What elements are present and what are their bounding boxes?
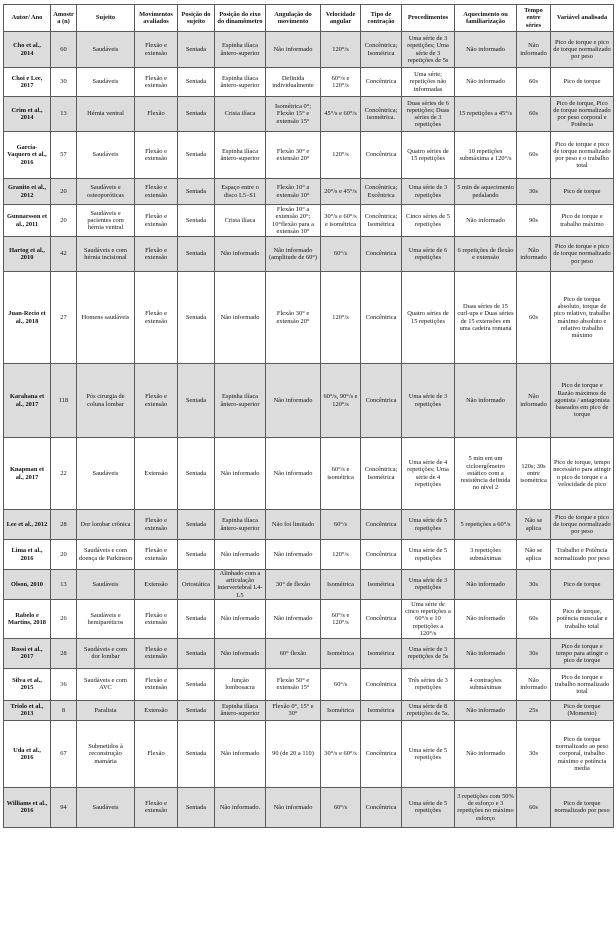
cell-analyzed-variable: Pico de torque e pico de torque normalizado por peso xyxy=(551,237,614,272)
cell-movement-angle: 90 (de 20 a 110) xyxy=(266,720,321,787)
cell-subject-position: Sentada xyxy=(178,787,215,827)
header-subject: Sujeito xyxy=(77,5,135,32)
cell-contraction-type: Concêntrica xyxy=(361,668,402,700)
cell-analyzed-variable: Pico de torque normalizado ao peso corporal, trabalho máximo e potência média xyxy=(551,720,614,787)
cell-analyzed-variable: Pico de torque normalizado por peso xyxy=(551,787,614,827)
cell-author-year: Juan-Recio et al., 2018 xyxy=(4,272,51,364)
cell-author-year: Crim et al., 2014 xyxy=(4,97,51,132)
cell-subject-position: Sentada xyxy=(178,205,215,237)
cell-analyzed-variable: Pico de torque e trabalho normalizado total xyxy=(551,668,614,700)
table-row xyxy=(4,599,614,638)
cell-dynamometer-axis: Não informado. xyxy=(215,787,266,827)
table-row xyxy=(4,132,614,179)
cell-analyzed-variable: Pico de torque, potência muscular e trabalho total xyxy=(551,599,614,638)
cell-dynamometer-axis: Espaço entre o disco L5–S1 xyxy=(215,179,266,205)
cell-contraction-type: Concêntrica xyxy=(361,272,402,364)
cell-warmup: 3 repetições com 50% de esforço e 3 repetições no máximo esforço xyxy=(455,787,517,827)
cell-subject-position: Sentada xyxy=(178,438,215,510)
cell-sample-size: 26 xyxy=(51,599,77,638)
cell-sample-size: 20 xyxy=(51,179,77,205)
cell-sample-size: 36 xyxy=(51,668,77,700)
cell-procedures: Uma série de 6 repetições xyxy=(402,237,455,272)
cell-movements: Flexão e extensão xyxy=(135,599,178,638)
cell-warmup: Não informado xyxy=(455,570,517,600)
cell-movement-angle: Flexão 50° e extensão 15° xyxy=(266,668,321,700)
cell-subject-position: Sentada xyxy=(178,540,215,570)
cell-author-year: Granito et al., 2012 xyxy=(4,179,51,205)
cell-subject: Pós cirurgia de coluna lombar xyxy=(77,364,135,438)
cell-angular-velocity: Isométrica xyxy=(321,700,361,720)
cell-subject: Saudáveis xyxy=(77,68,135,97)
cell-rest-time: 60s xyxy=(517,787,551,827)
cell-procedures: Uma série de 8 repetições de 5s. xyxy=(402,700,455,720)
cell-rest-time: Não informado xyxy=(517,364,551,438)
cell-movements: Flexão e extensão xyxy=(135,510,178,540)
cell-author-year: Lee et al., 2012 xyxy=(4,510,51,540)
cell-sample-size: 13 xyxy=(51,570,77,600)
cell-rest-time: 60s xyxy=(517,132,551,179)
cell-sample-size: 57 xyxy=(51,132,77,179)
cell-movements: Flexão xyxy=(135,97,178,132)
cell-subject-position: Ortostática xyxy=(178,570,215,600)
cell-movements: Flexão e extensão xyxy=(135,668,178,700)
cell-dynamometer-axis: Não informado xyxy=(215,272,266,364)
cell-procedures: Uma série de 3 repetições xyxy=(402,570,455,600)
cell-movement-angle: Não informado xyxy=(266,599,321,638)
cell-author-year: Hartog et al., 2010 xyxy=(4,237,51,272)
cell-movements: Flexão e extensão xyxy=(135,540,178,570)
table-row xyxy=(4,700,614,720)
cell-analyzed-variable: Pico de torque, tempo necessário para atingir o pico de torque e a velocidade de pico xyxy=(551,438,614,510)
header-warmup: Aquecimento ou familiarização xyxy=(455,5,517,32)
header-movement-angle: Angulação do movimento xyxy=(266,5,321,32)
cell-warmup: 5 min em um cicloergômetro estático com a resistência definida no nível 2 xyxy=(455,438,517,510)
cell-movements: Flexão e extensão xyxy=(135,68,178,97)
cell-subject: Saudáveis e com hérnia incisional xyxy=(77,237,135,272)
cell-analyzed-variable: Pico de torque e trabalho máximo xyxy=(551,205,614,237)
table-row xyxy=(4,97,614,132)
cell-dynamometer-axis: Não informado xyxy=(215,720,266,787)
cell-sample-size: 20 xyxy=(51,540,77,570)
cell-author-year: Rossi et al., 2017 xyxy=(4,638,51,668)
cell-sample-size: 13 xyxy=(51,97,77,132)
header-subject-position: Posição do sujeito xyxy=(178,5,215,32)
cell-rest-time: 25s xyxy=(517,700,551,720)
cell-dynamometer-axis: Não informado xyxy=(215,438,266,510)
cell-dynamometer-axis: Espinha ilíaca ântero-superior xyxy=(215,700,266,720)
cell-analyzed-variable: Pico de torque xyxy=(551,570,614,600)
cell-contraction-type: Concêntrica xyxy=(361,68,402,97)
cell-procedures: Uma série de 3 repetições xyxy=(402,179,455,205)
cell-subject-position: Sentada xyxy=(178,32,215,68)
cell-contraction-type: Isométrica xyxy=(361,570,402,600)
cell-sample-size: 28 xyxy=(51,638,77,668)
cell-subject-position: Sentada xyxy=(178,364,215,438)
cell-subject-position: Sentada xyxy=(178,97,215,132)
cell-movements: Flexão e extensão xyxy=(135,638,178,668)
cell-procedures: Uma série; repetições não informadas xyxy=(402,68,455,97)
cell-author-year: Choi e Lee, 2017 xyxy=(4,68,51,97)
cell-author-year: Rabelo e Martins, 2018 xyxy=(4,599,51,638)
cell-angular-velocity: 60°/s xyxy=(321,237,361,272)
cell-author-year: Gunnarsson et al., 2011 xyxy=(4,205,51,237)
cell-dynamometer-axis: Espinha ilíaca ântero-superior xyxy=(215,132,266,179)
cell-procedures: Quatro séries de 15 repetições xyxy=(402,132,455,179)
cell-contraction-type: Isométrica xyxy=(361,638,402,668)
cell-movement-angle: Flexão 30° e extensão 20° xyxy=(266,132,321,179)
cell-subject-position: Sentada xyxy=(178,179,215,205)
cell-analyzed-variable: Pico de torque e pico de torque normalizado por peso xyxy=(551,32,614,68)
cell-subject: Saudáveis xyxy=(77,438,135,510)
cell-contraction-type: Concêntrica xyxy=(361,132,402,179)
cell-movements: Flexão e extensão xyxy=(135,179,178,205)
cell-rest-time: 30s xyxy=(517,720,551,787)
cell-analyzed-variable: Pico de torque xyxy=(551,68,614,97)
cell-angular-velocity: 60°/s xyxy=(321,787,361,827)
cell-subject: Paralisia xyxy=(77,700,135,720)
cell-contraction-type: Concêntrica xyxy=(361,364,402,438)
cell-procedures: Uma série de 4 repetições; Uma série de 4 repetições xyxy=(402,438,455,510)
cell-movement-angle: Não informado xyxy=(266,364,321,438)
cell-movement-angle: Não informado xyxy=(266,787,321,827)
cell-movement-angle: Não informado xyxy=(266,32,321,68)
table-row xyxy=(4,638,614,668)
cell-contraction-type: Concêntrica; Isométrica xyxy=(361,32,402,68)
table-row xyxy=(4,570,614,600)
cell-movements: Flexão e extensão xyxy=(135,272,178,364)
cell-angular-velocity: 30°/s e 60°/s e isométrica xyxy=(321,205,361,237)
cell-subject-position: Sentada xyxy=(178,720,215,787)
cell-movements: Flexão e extensão xyxy=(135,32,178,68)
cell-angular-velocity: Isométrica xyxy=(321,570,361,600)
cell-analyzed-variable: Pico de torque, Pico de torque normalizado por peso corporal e Potência xyxy=(551,97,614,132)
cell-contraction-type: Concêntrica xyxy=(361,237,402,272)
cell-dynamometer-axis: Não informado xyxy=(215,599,266,638)
cell-movements: Extensão xyxy=(135,438,178,510)
cell-dynamometer-axis: Espinha ilíaca ântero-superior xyxy=(215,510,266,540)
table-row xyxy=(4,272,614,364)
cell-warmup: Não informado xyxy=(455,720,517,787)
cell-angular-velocity: 20°/s e 45°/s xyxy=(321,179,361,205)
cell-warmup: 15 repetições a 45°/s xyxy=(455,97,517,132)
cell-subject: Saudáveis e hemiparéticos xyxy=(77,599,135,638)
cell-rest-time: Não informado xyxy=(517,237,551,272)
cell-analyzed-variable: Pico de torque e tempo para atingir o pico de torque xyxy=(551,638,614,668)
cell-movement-angle: Flexão 0°, 15° e 30° xyxy=(266,700,321,720)
cell-rest-time: 30s xyxy=(517,638,551,668)
cell-dynamometer-axis: Não informado xyxy=(215,540,266,570)
cell-warmup: Não informado xyxy=(455,599,517,638)
cell-dynamometer-axis: Junção lombosacra xyxy=(215,668,266,700)
cell-author-year: Cho et al., 2014 xyxy=(4,32,51,68)
header-dynamometer-axis: Posição do eixo do dinamômetro xyxy=(215,5,266,32)
cell-contraction-type: Concêntrica; Isométrica xyxy=(361,438,402,510)
cell-subject: Saudáveis xyxy=(77,32,135,68)
cell-subject: Dor lombar crônica xyxy=(77,510,135,540)
cell-analyzed-variable: Pico de torque e pico de torque normalizado por peso xyxy=(551,510,614,540)
cell-movement-angle: Flexão 30° e extensão 20° xyxy=(266,272,321,364)
cell-warmup: 5 min de aquecimento pedalando xyxy=(455,179,517,205)
cell-procedures: Três séries de 3 repetições xyxy=(402,668,455,700)
cell-rest-time: 60s xyxy=(517,97,551,132)
cell-procedures: Uma série de 5 repetições xyxy=(402,510,455,540)
cell-movement-angle: 30° de flexão xyxy=(266,570,321,600)
cell-procedures: Uma série de 3 repetições de 5s xyxy=(402,638,455,668)
header-row xyxy=(4,5,614,32)
cell-analyzed-variable: Pico de torque absoluto, torque de pico relativo, trabalho máximo absoluto e relativo trabalho máximo xyxy=(551,272,614,364)
cell-warmup: Não informado xyxy=(455,364,517,438)
table-row xyxy=(4,68,614,97)
cell-sample-size: 22 xyxy=(51,438,77,510)
cell-contraction-type: Concêntrica xyxy=(361,510,402,540)
cell-angular-velocity: 60°/s e 120°/s xyxy=(321,599,361,638)
cell-movement-angle: Não foi limitado xyxy=(266,510,321,540)
cell-dynamometer-axis: Espinha ilíaca ântero-superior xyxy=(215,32,266,68)
cell-movement-angle: Flexão 10° a extensão 20°; 10°flexão para a extensão 10° xyxy=(266,205,321,237)
cell-rest-time: Não informado xyxy=(517,32,551,68)
cell-procedures: Uma série de 3 repetições xyxy=(402,364,455,438)
cell-rest-time: 60s xyxy=(517,68,551,97)
cell-analyzed-variable: Trabalho e Potência normalizado por peso xyxy=(551,540,614,570)
cell-author-year: Lima et al., 2016 xyxy=(4,540,51,570)
cell-rest-time: Não se aplica xyxy=(517,510,551,540)
cell-sample-size: 42 xyxy=(51,237,77,272)
cell-sample-size: 118 xyxy=(51,364,77,438)
cell-warmup: Não informado xyxy=(455,68,517,97)
cell-angular-velocity: Isométrica xyxy=(321,638,361,668)
cell-dynamometer-axis: Não informado xyxy=(215,237,266,272)
cell-subject: Saudáveis e pacientes com hérnia ventral xyxy=(77,205,135,237)
cell-angular-velocity: 120°/s xyxy=(321,272,361,364)
cell-subject: Homens saudáveis xyxy=(77,272,135,364)
cell-subject-position: Sentada xyxy=(178,599,215,638)
cell-subject-position: Sentada xyxy=(178,510,215,540)
cell-warmup: 6 repetições de flexão e extensão xyxy=(455,237,517,272)
table-body xyxy=(4,32,614,828)
cell-author-year: Olson, 2010 xyxy=(4,570,51,600)
cell-subject: Submetidos à reconstrução mamária xyxy=(77,720,135,787)
header-analyzed-variable: Variável analisada xyxy=(551,5,614,32)
cell-subject: Saudáveis e com dor lombar xyxy=(77,638,135,668)
cell-dynamometer-axis: Alinhado com a articulação intervertebral L4-L5 xyxy=(215,570,266,600)
cell-subject: Saudáveis e com AVC xyxy=(77,668,135,700)
cell-angular-velocity: 120°/s xyxy=(321,32,361,68)
table-row xyxy=(4,510,614,540)
cell-angular-velocity: 30°/s e 60°/s xyxy=(321,720,361,787)
cell-subject-position: Sentada xyxy=(178,132,215,179)
cell-angular-velocity: 60°/s xyxy=(321,510,361,540)
cell-angular-velocity: 60°/s xyxy=(321,668,361,700)
cell-movements: Flexão e extensão xyxy=(135,205,178,237)
cell-subject: Saudáveis xyxy=(77,570,135,600)
cell-movements: Flexão e extensão xyxy=(135,237,178,272)
table-row xyxy=(4,179,614,205)
cell-author-year: Williams et al., 2016 xyxy=(4,787,51,827)
cell-procedures: Quatro séries de 15 repetições xyxy=(402,272,455,364)
cell-analyzed-variable: Pico de torque e pico de torque normalizado por peso e o trabalho total xyxy=(551,132,614,179)
cell-contraction-type: Concêntrica xyxy=(361,599,402,638)
cell-movements: Extensão xyxy=(135,570,178,600)
cell-author-year: Triolo et al., 2013 xyxy=(4,700,51,720)
table-row xyxy=(4,438,614,510)
cell-angular-velocity: 120°/s xyxy=(321,132,361,179)
cell-sample-size: 27 xyxy=(51,272,77,364)
cell-rest-time: 60s xyxy=(517,599,551,638)
cell-angular-velocity: 60°/s, 90°/s e 120°/s xyxy=(321,364,361,438)
cell-procedures: Duas séries de 6 repetições; Duas séries de 3 repetições xyxy=(402,97,455,132)
cell-subject: Saudáveis xyxy=(77,787,135,827)
cell-dynamometer-axis: Espinha ilíaca ântero-superior xyxy=(215,68,266,97)
cell-procedures: Uma série de 3 repetições; Uma série de 3 repetições de 5s xyxy=(402,32,455,68)
cell-warmup: Duas séries de 15 curl-ups e Duas séries de 15 extensões em uma cadeira romana xyxy=(455,272,517,364)
cell-subject-position: Sentada xyxy=(178,638,215,668)
cell-subject-position: Sentada xyxy=(178,272,215,364)
cell-warmup: 3 repetições submáximas xyxy=(455,540,517,570)
studies-table xyxy=(3,4,614,828)
review-table-container xyxy=(3,4,613,828)
cell-warmup: Não informado xyxy=(455,205,517,237)
cell-dynamometer-axis: Não informado xyxy=(215,638,266,668)
cell-movement-angle: 60° flexão xyxy=(266,638,321,668)
cell-procedures: Uma série de cinco repetições a 60°/s e 10 repetições a 120°/s xyxy=(402,599,455,638)
cell-sample-size: 20 xyxy=(51,205,77,237)
cell-rest-time: 30s xyxy=(517,570,551,600)
table-row xyxy=(4,787,614,827)
cell-movement-angle: Flexão 10° a extensão 10° xyxy=(266,179,321,205)
table-row xyxy=(4,720,614,787)
cell-dynamometer-axis: Espinha ilíaca ântero-superior xyxy=(215,364,266,438)
cell-rest-time: Não informado xyxy=(517,668,551,700)
cell-author-year: Karahana et al., 2017 xyxy=(4,364,51,438)
header-contraction-type: Tipo de contração xyxy=(361,5,402,32)
cell-contraction-type: Concêntrica xyxy=(361,720,402,787)
cell-contraction-type: Concêntrica; Isométrica xyxy=(361,205,402,237)
cell-contraction-type: Concêntrica xyxy=(361,787,402,827)
cell-warmup: Não informado xyxy=(455,700,517,720)
header-angular-velocity: Velocidade angular xyxy=(321,5,361,32)
cell-subject: Saudáveis e com doença de Parkinson xyxy=(77,540,135,570)
cell-sample-size: 60 xyxy=(51,32,77,68)
cell-rest-time: 30s xyxy=(517,179,551,205)
cell-contraction-type: Concêntrica; Excêntrica xyxy=(361,179,402,205)
cell-warmup: 4 contrações submáximas xyxy=(455,668,517,700)
header-author-year: Autor/ Ano xyxy=(4,5,51,32)
cell-analyzed-variable: Pico de torque (Momento) xyxy=(551,700,614,720)
cell-author-year: Knapman et al., 2017 xyxy=(4,438,51,510)
cell-rest-time: 60s xyxy=(517,272,551,364)
header-movements: Movimentos avaliados xyxy=(135,5,178,32)
cell-warmup: 5 repetições a 60°/s xyxy=(455,510,517,540)
cell-analyzed-variable: Pico de torque e Razão máximos de agonista / antagonista baseados em pico de torque xyxy=(551,364,614,438)
cell-dynamometer-axis: Crista ilíaca xyxy=(215,97,266,132)
header-procedures: Procedimentos xyxy=(402,5,455,32)
cell-movements: Flexão e extensão xyxy=(135,132,178,179)
cell-angular-velocity: 60°/s e 120°/s xyxy=(321,68,361,97)
cell-analyzed-variable: Pico de torque xyxy=(551,179,614,205)
cell-movement-angle: Definida individualmente xyxy=(266,68,321,97)
cell-movements: Flexão xyxy=(135,720,178,787)
cell-movement-angle: Não informado xyxy=(266,438,321,510)
cell-subject: Saudáveis e osteoporóticas xyxy=(77,179,135,205)
table-row xyxy=(4,668,614,700)
cell-subject: Hérnia ventral xyxy=(77,97,135,132)
cell-procedures: Uma série de 5 repetições xyxy=(402,720,455,787)
cell-subject-position: Sentada xyxy=(178,237,215,272)
cell-angular-velocity: 45°/s e 60°/s xyxy=(321,97,361,132)
cell-procedures: Uma série de 5 repetições xyxy=(402,540,455,570)
cell-sample-size: 67 xyxy=(51,720,77,787)
cell-movement-angle: Não informado (amplitude de 60°) xyxy=(266,237,321,272)
cell-angular-velocity: 120°/s xyxy=(321,540,361,570)
cell-sample-size: 8 xyxy=(51,700,77,720)
table-row xyxy=(4,205,614,237)
cell-contraction-type: Isométrica xyxy=(361,700,402,720)
cell-author-year: Uda et al., 2016 xyxy=(4,720,51,787)
table-row xyxy=(4,237,614,272)
header-sample-size: Amostra (n) xyxy=(51,5,77,32)
cell-author-year: Silva et al., 2015 xyxy=(4,668,51,700)
cell-warmup: Não informado xyxy=(455,32,517,68)
cell-angular-velocity: 60°/s e isométrica xyxy=(321,438,361,510)
cell-subject: Saudáveis xyxy=(77,132,135,179)
cell-warmup: Não informado xyxy=(455,638,517,668)
cell-warmup: 10 repetições submáxima a 120°/s xyxy=(455,132,517,179)
cell-sample-size: 28 xyxy=(51,510,77,540)
cell-movement-angle: Não informado xyxy=(266,540,321,570)
cell-rest-time: 120s; 30s entre isométrica xyxy=(517,438,551,510)
cell-contraction-type: Concêntrica xyxy=(361,540,402,570)
table-row xyxy=(4,32,614,68)
cell-rest-time: 90s xyxy=(517,205,551,237)
cell-movement-angle: Isométrica 0°; Flexão 15° e extensão 15° xyxy=(266,97,321,132)
cell-rest-time: Não se aplica xyxy=(517,540,551,570)
table-row xyxy=(4,364,614,438)
cell-movements: Flexão e extensão xyxy=(135,364,178,438)
table-header xyxy=(4,5,614,32)
cell-subject-position: Sentada xyxy=(178,68,215,97)
cell-movements: Extensão xyxy=(135,700,178,720)
cell-movements: Flexão e extensão xyxy=(135,787,178,827)
table-row xyxy=(4,540,614,570)
cell-procedures: Cinco séries de 5 repetições xyxy=(402,205,455,237)
cell-contraction-type: Concêntrica; isométrica. xyxy=(361,97,402,132)
cell-subject-position: Sentada xyxy=(178,700,215,720)
cell-subject-position: Sentada xyxy=(178,668,215,700)
cell-sample-size: 30 xyxy=(51,68,77,97)
header-rest-time: Tempo entre séries xyxy=(517,5,551,32)
cell-dynamometer-axis: Crista ilíaca xyxy=(215,205,266,237)
cell-sample-size: 94 xyxy=(51,787,77,827)
cell-procedures: Uma série de 5 repetições xyxy=(402,787,455,827)
cell-author-year: García-Vaquero et al., 2016 xyxy=(4,132,51,179)
